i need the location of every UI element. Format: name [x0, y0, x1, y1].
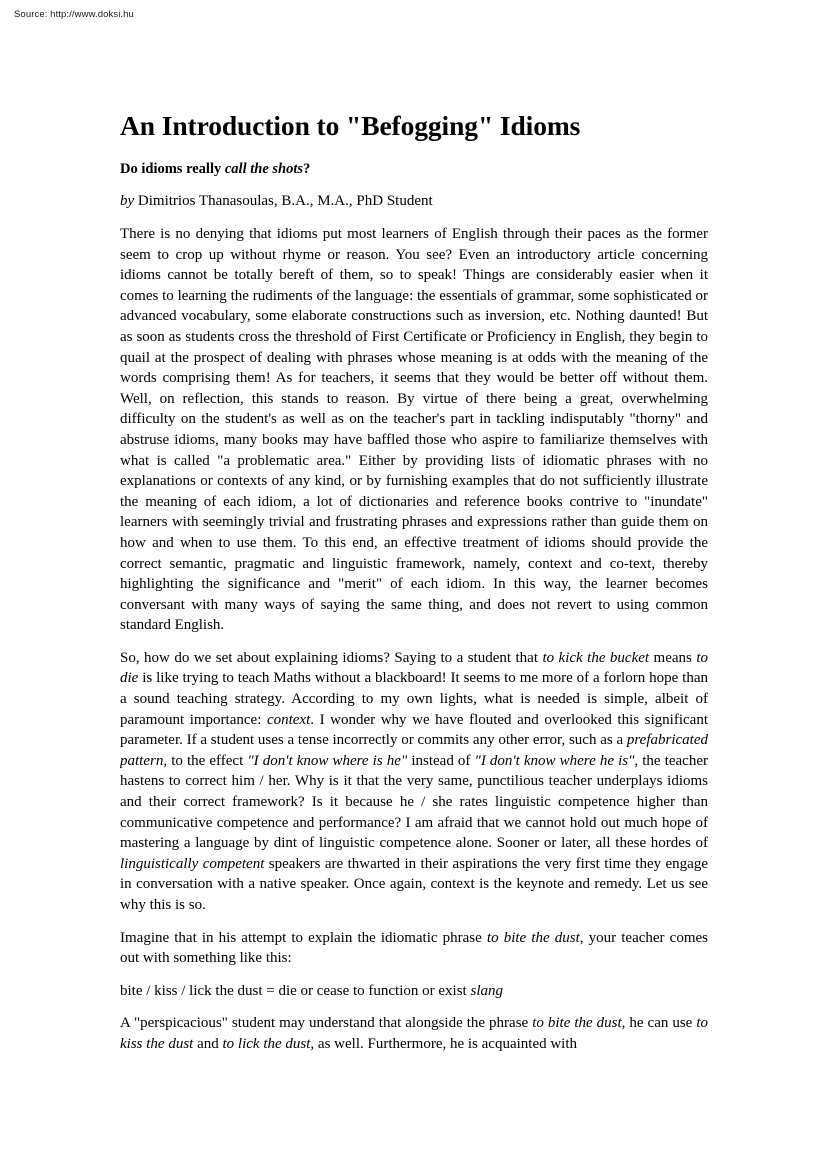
byline-author: Dimitrios Thanasoulas, B.A., M.A., PhD Student — [134, 193, 433, 209]
p2-idiom-to-die: to die — [120, 649, 708, 687]
p2-quote-incorrect: "I don't know where is he" — [247, 752, 408, 769]
p2-seg-e: , to the effect — [163, 752, 248, 769]
subtitle-prefix: Do idioms really — [120, 161, 225, 177]
p3-idiom-bite-the-dust: to bite the dust — [486, 929, 580, 946]
paragraph-3 — [120, 928, 708, 969]
p3-seg-b: , your teacher comes out with something like this: — [120, 929, 708, 967]
p2-idiom-kick-the-bucket: to kick the bucket — [542, 649, 650, 666]
definition-register-label: slang — [470, 982, 503, 999]
p3-seg-a: Imagine that in his attempt to explain the idiomatic phrase — [120, 929, 487, 946]
p2-seg-d: . I wonder why we have flouted and overlooked this significant parameter. If a student uses a tense incorrectly or commits any other error, such as a — [120, 711, 708, 749]
p2-seg-c: is like trying to teach Maths without a blackboard! It seems to me more of a forlorn hope than a sound teaching strategy. According to my own lights, what is needed is simple, albeit of paramount importance: — [120, 670, 708, 728]
p5-seg-a: A "perspicacious" student may understand that alongside the phrase — [120, 1015, 533, 1032]
paragraph-1: There is no denying that idioms put most learners of English through their paces as the former seem to crop up without rhyme or reason. You see? Even an introductory article concerning idioms cannot be totally bereft of them, so to speak! Things are considerably easier when it comes to learning the rudiments of the language: the essentials of grammar, some sophisticated or advanced vocabulary, some elaborate constructions such as inversion, etc. Nothing daunted! But as soon as students cross the threshold of First Certificate or Proficiency in English, they begin to quail at the prospect of dealing with phrases whose meaning is at odds with the meaning of the words comprising them! As for teachers, it seems that they would be better off without them. Well, on reflection, this stands to reason. By virtue of there being a great, overwhelming difficulty on the student's as well as on the teacher's part in tackling indisputably "thorny" and abstruse idioms, many books may have baffled those who aspire to familiarize themselves with what is called "a problematic area." Either by providing lists of idiomatic phrases with no explanations or contexts of any kind, or by furnishing examples that do not sufficiently illustrate the meaning of each idiom, a lot of dictionaries and reference books contrive to "inundate" learners with seemingly trivial and frustrating phrases and expressions rather than guide them on how and when to use them. To this end, an effective treatment of idioms should provide the correct semantic, pragmatic and linguistic framework, namely, context and co-text, thereby highlighting the significance and "merit" of each idiom. In this way, the learner becomes conversant with many ways of saying the same thing, and does not revert to using common standard English. — [120, 226, 708, 634]
p5-seg-c: and — [193, 1035, 223, 1052]
p2-seg-b: means — [649, 649, 697, 666]
definition-text: bite / kiss / lick the dust = die or cease to function or exist — [120, 982, 471, 999]
page-title: An Introduction to "Befogging" Idioms — [120, 110, 581, 141]
p2-seg-a: So, how do we set about explaining idioms? Saying to a student that — [120, 649, 543, 666]
source-watermark: Source: http://www.doksi.hu — [14, 9, 134, 20]
byline-by-label: by — [120, 193, 135, 209]
p2-term-linguistically-competent: linguistically competent — [120, 855, 265, 872]
p5-idiom-lick-the-dust: to lick the dust — [222, 1035, 311, 1052]
p2-quote-correct: "I don't know where he is" — [474, 752, 635, 769]
p5-idiom-bite-the-dust: to bite the dust — [532, 1015, 622, 1032]
p2-term-prefabricated-pattern: prefabricated pattern — [120, 732, 708, 769]
p2-seg-f: instead of — [407, 752, 475, 769]
paragraph-5 — [120, 1013, 708, 1054]
p2-term-context: context — [266, 711, 311, 728]
document-body — [120, 224, 708, 1055]
document-byline — [120, 191, 708, 211]
p5-seg-b: , he can use — [621, 1015, 697, 1032]
document-subtitle — [120, 160, 708, 179]
idiom-definition-line — [120, 981, 708, 1002]
p5-seg-d: , as well. Furthermore, he is acquainted with — [310, 1035, 578, 1052]
p2-seg-h: speakers are thwarted in their aspirations the very first time they engage in conversation with a native speaker. Once again, context is the keynote and remedy. Let us see why this is so. — [120, 855, 708, 913]
paragraph-2 — [120, 648, 708, 916]
subtitle-idiom: call the shots — [224, 161, 304, 177]
p2-seg-g: , the teacher hastens to correct him / her. Why is it that the very same, punctilious teacher underplays idioms and their correct framework? Is it because he / she rates linguistic competence higher than communicative competence and performance? I am afraid that we cannot hold out much hope of mastering a language by dint of linguistic competence alone. Sooner or later, all these hordes of — [120, 752, 708, 852]
p5-idiom-kiss-the-dust: to kiss the dust — [120, 1015, 708, 1052]
subtitle-suffix: ? — [303, 161, 311, 177]
